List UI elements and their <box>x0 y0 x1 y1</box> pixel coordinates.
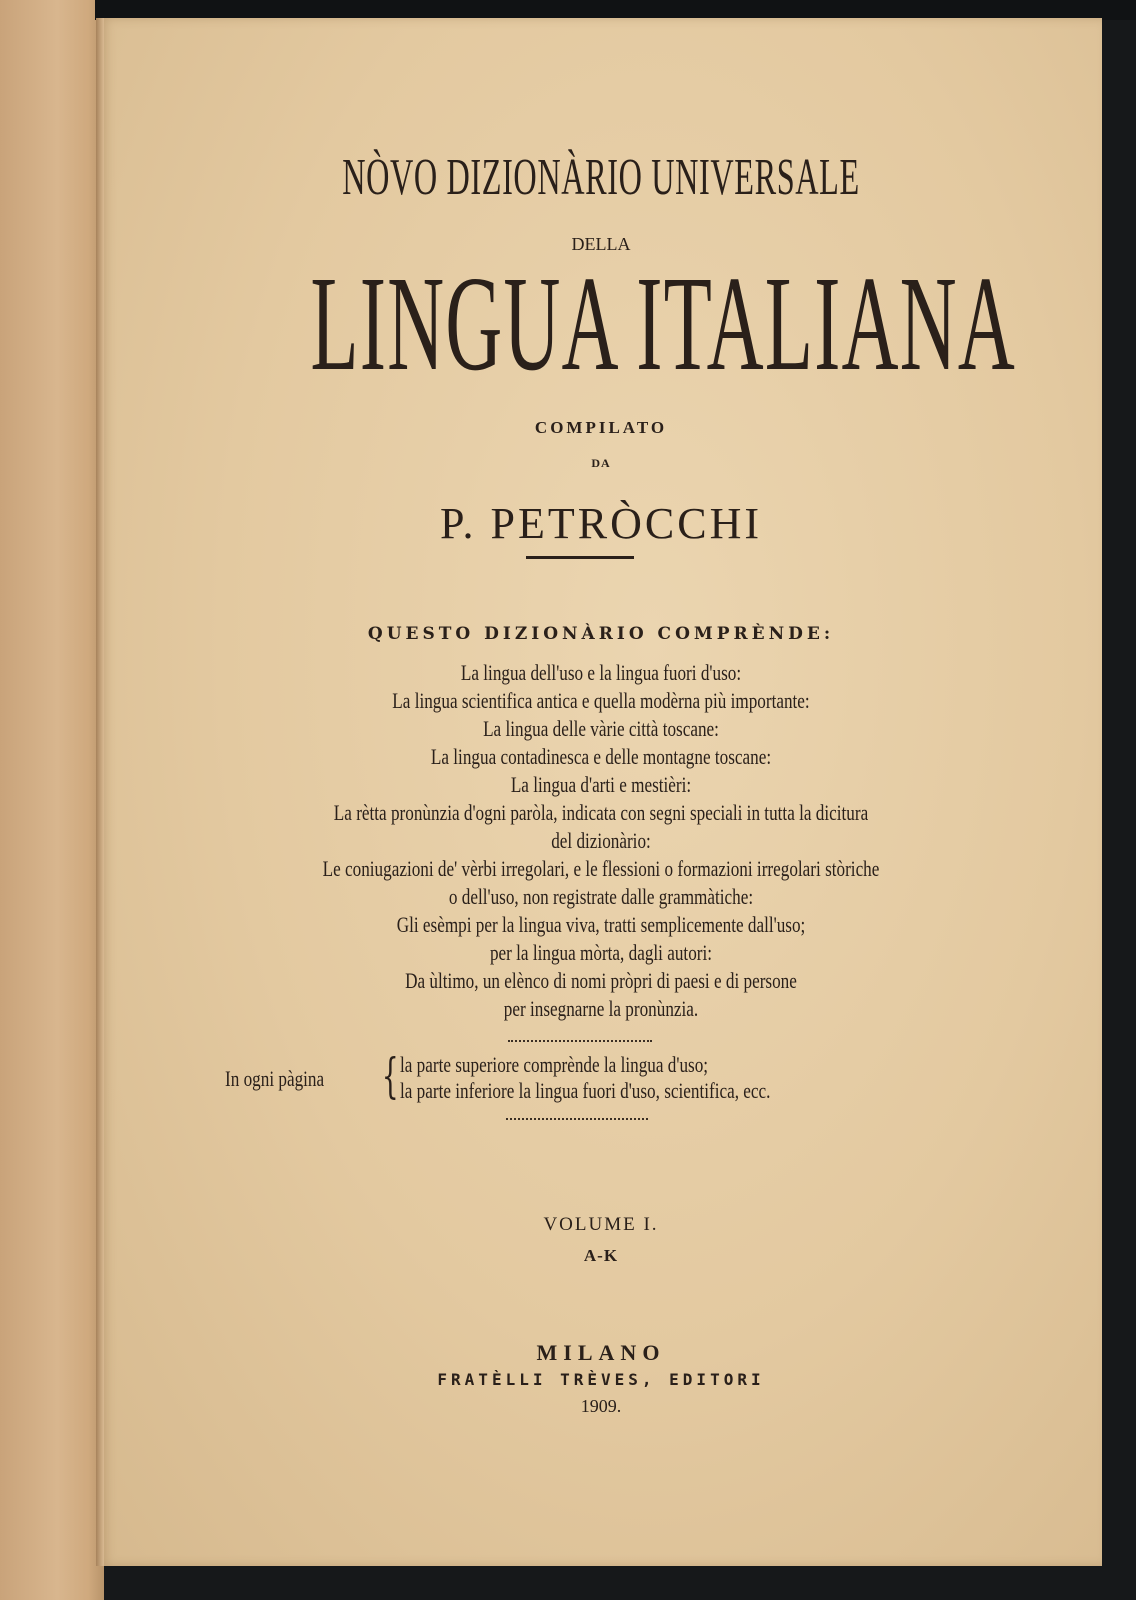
dotted-rule <box>506 1118 648 1120</box>
contents-line: La rètta pronùnzia d'ogni paròla, indicata con segni speciali in tutta la dicitura <box>333 800 869 825</box>
contents-line: La lingua contadinesca e delle montagne toscane: <box>430 744 772 769</box>
da-label: DA <box>591 456 611 470</box>
contents-line: Da ùltimo, un elènco di nomi pròpri di paesi e di persone <box>405 968 797 993</box>
contents-line: Gli esèmpi per la lingua viva, tratti semplicemente dall'uso; <box>396 912 806 937</box>
compilato-label: COMPILATO <box>534 418 668 437</box>
contents-heading: QUESTO DIZIONÀRIO COMPRÈNDE: <box>367 624 835 644</box>
volume-label: VOLUME I. <box>543 1214 659 1235</box>
page-note-upper: la parte superiore comprènde la lingua d'uso; <box>400 1052 709 1077</box>
title-line-1: NÒVO DIZIONÀRIO UNIVERSALE <box>342 149 860 206</box>
contents-line: o dell'uso, non registrate dalle grammàtiche: <box>448 884 754 909</box>
contents-line: La lingua scientifica antica e quella modèrna più importante: <box>392 688 810 713</box>
imprint-publisher: FRATÈLLI TRÈVES, EDITORI <box>437 1370 765 1389</box>
contents-line: La lingua d'arti e mestièri: <box>510 772 692 797</box>
title-page <box>100 18 1102 1566</box>
page-note-lower: la parte inferiore la lingua fuori d'uso, scientifica, ecc. <box>400 1078 771 1103</box>
contents-line: per la lingua mòrta, dagli autori: <box>489 940 713 965</box>
contents-line: La lingua dell'uso e la lingua fuori d'uso: <box>460 660 742 685</box>
left-page-edge <box>0 0 104 1600</box>
background-top <box>95 0 1136 20</box>
contents-line: per insegnarne la pronùnzia. <box>503 996 699 1021</box>
divider-rule <box>526 556 634 559</box>
contents-line: Le coniugazioni de' vèrbi irregolari, e le flessioni o formazioni irregolari stòriche <box>322 856 880 881</box>
page-note <box>225 1048 945 1104</box>
author-name: P. PETRÒCCHI <box>439 499 763 548</box>
page-note-label: In ogni pàgina <box>225 1066 325 1091</box>
title-della: DELLA <box>571 234 631 254</box>
dotted-rule <box>508 1040 652 1042</box>
title-line-2: LINGUA ITALIANA <box>310 249 1016 399</box>
brace-icon: { <box>381 1048 399 1104</box>
contents-line: La lingua delle vàrie città toscane: <box>483 716 719 741</box>
imprint-city: MILANO <box>536 1340 666 1365</box>
page-gutter <box>96 18 104 1566</box>
volume-range: A-K <box>583 1246 619 1265</box>
imprint-year: 1909. <box>580 1396 622 1416</box>
contents-line: del dizionàrio: <box>551 828 651 853</box>
